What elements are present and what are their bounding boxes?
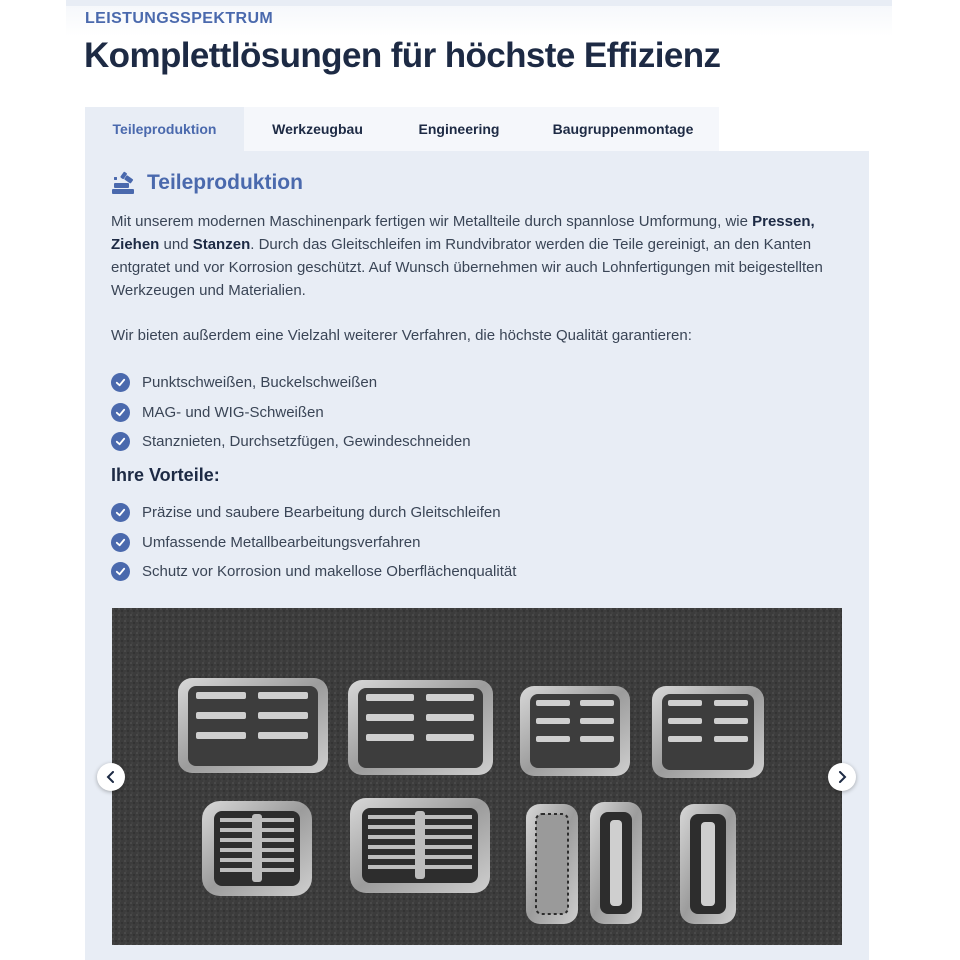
tab-panel: [85, 151, 869, 960]
section-eyebrow: LEISTUNGSSPEKTRUM: [85, 10, 274, 27]
intro-bold-stanzen: Stanzen: [192, 236, 251, 253]
tab-teileproduktion[interactable]: Teileproduktion: [85, 107, 244, 151]
intro-text-3: . Durch das Gleitschleifen im Rundvibrator werden die Teile gereinigt, an den Kanten entgratet und vor Korrosion geschützt. Auf Wunsch übernehmen wir auch Lohnfertigungen mit beigestellten Werkzeugen und Materialien.: [111, 236, 823, 299]
process-list: [111, 368, 471, 457]
list-item: [111, 427, 471, 457]
carousel-next-button[interactable]: [828, 763, 856, 791]
list-item-text: Stanznieten, Durchsetzfügen, Gewindeschneiden: [142, 433, 471, 451]
page-title: Komplettlösungen für höchste Effizienz: [84, 36, 721, 75]
check-circle-icon: [111, 503, 130, 522]
image-carousel[interactable]: [112, 608, 842, 945]
metal-pedal-covers-photo: [112, 608, 842, 945]
intro-paragraph: [111, 210, 831, 302]
chevron-right-icon: [836, 771, 848, 783]
pedal-large-2: [348, 680, 493, 775]
tab-engineering[interactable]: Engineering: [418, 121, 500, 137]
list-item: [111, 557, 516, 587]
tab-werkzeugbau[interactable]: Werkzeugbau: [272, 121, 363, 137]
intro-bold-ziehen: Ziehen: [111, 236, 160, 253]
intro-text-1: Mit unserem modernen Maschinenpark fertigen wir Metallteile durch spannlose Umformung, wie: [111, 213, 753, 230]
list-item-text: Präzise und saubere Bearbeitung durch Gleitschleifen: [142, 504, 501, 522]
list-item: [111, 368, 471, 398]
benefits-title: Ihre Vorteile:: [111, 465, 220, 485]
intro-text-2: und: [159, 236, 193, 253]
intro-bold-pressen: Pressen,: [752, 213, 815, 230]
tab-baugruppenmontage[interactable]: Baugruppenmontage: [552, 121, 694, 137]
tab-bar: [85, 107, 719, 151]
benefits-list: [111, 498, 516, 587]
check-circle-icon: [111, 533, 130, 552]
list-item: [111, 528, 516, 558]
carousel-prev-button[interactable]: [97, 763, 125, 791]
check-circle-icon: [111, 432, 130, 451]
pedal-medium-2: [652, 686, 764, 778]
list-item-text: Umfassende Metallbearbeitungsverfahren: [142, 533, 421, 551]
pedal-grid-2: [350, 798, 490, 893]
pedal-narrow-1: [526, 804, 578, 924]
pedal-large-1: [178, 678, 328, 773]
section-title: Teileproduktion: [147, 171, 303, 194]
list-item: [111, 498, 516, 528]
chevron-left-icon: [105, 771, 117, 783]
pedal-grid-1: [202, 801, 312, 896]
pedal-narrow-2: [590, 802, 642, 924]
list-item-text: Punktschweißen, Buckelschweißen: [142, 374, 378, 392]
processes-intro: Wir bieten außerdem eine Vielzahl weiterer Verfahren, die höchste Qualität garantieren:: [111, 327, 692, 344]
pedal-narrow-3: [680, 804, 736, 924]
pedal-medium-1: [520, 686, 630, 776]
list-item-text: MAG- und WIG-Schweißen: [142, 403, 324, 421]
section-header: [111, 171, 303, 195]
check-circle-icon: [111, 562, 130, 581]
check-circle-icon: [111, 373, 130, 392]
check-circle-icon: [111, 403, 130, 422]
list-item-text: Schutz vor Korrosion und makellose Oberflächenqualität: [142, 563, 517, 581]
press-machine-icon: [111, 171, 135, 195]
list-item: [111, 398, 471, 428]
